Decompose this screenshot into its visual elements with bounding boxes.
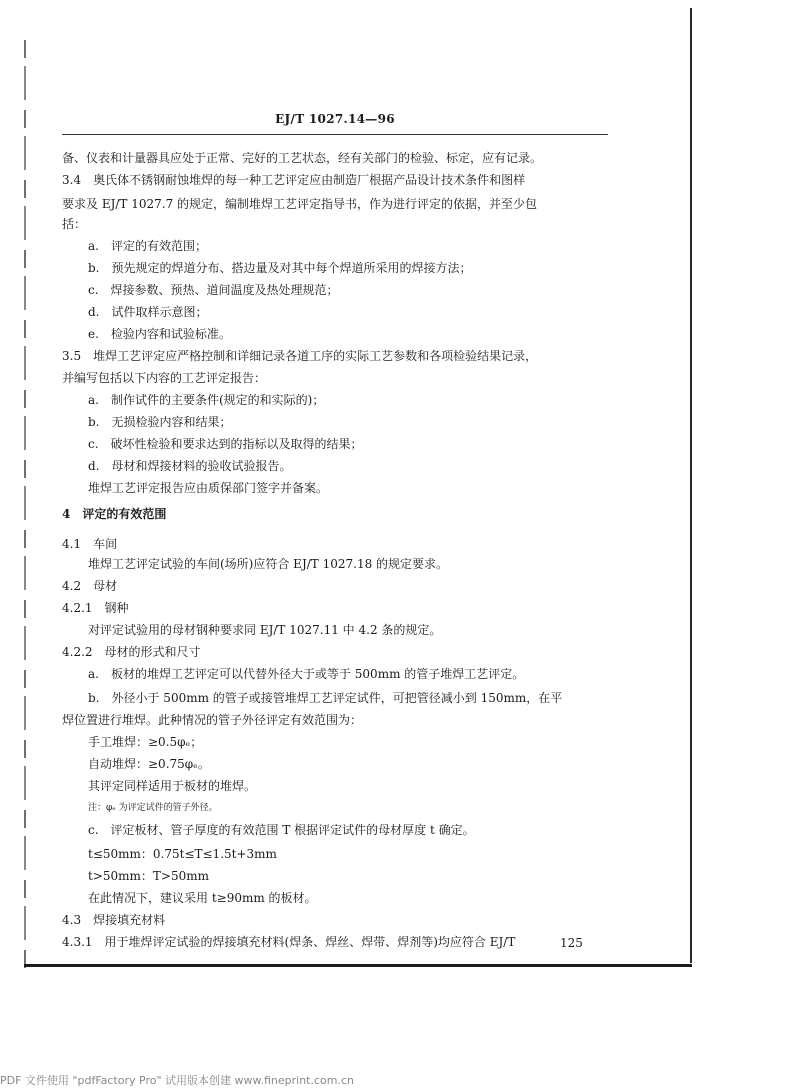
text-line: 堆焊工艺评定试验的车间(场所)应符合 EJ/T 1027.18 的规定要求。 <box>88 557 449 571</box>
text-line: 4.2.1 钢种 <box>62 601 129 615</box>
page-bottom-rule <box>24 964 692 967</box>
text-line: c. 评定板材、管子厚度的有效范围 T 根据评定试件的母材厚度 t 确定。 <box>88 823 475 837</box>
scan-edge-right <box>690 8 692 963</box>
text-line: t≤50mm：0.75t≤T≤1.5t+3mm <box>88 847 277 861</box>
scan-edge-left <box>24 40 26 970</box>
text-line: 4.3.1 用于堆焊评定试验的焊接填充材料(焊条、焊丝、焊带、焊剂等)均应符合 EJ/T <box>62 935 516 949</box>
pdf-footer-note: PDF 文件使用 "pdfFactory Pro" 试用版本创建 www.fineprint.com.cn <box>0 1074 354 1087</box>
text-line: 4 评定的有效范围 <box>62 507 167 521</box>
text-line: 4.2.2 母材的形式和尺寸 <box>62 645 201 659</box>
text-line: 对评定试验用的母材钢种要求同 EJ/T 1027.11 中 4.2 条的规定。 <box>88 623 442 637</box>
text-line: e. 检验内容和试验标准。 <box>88 327 231 341</box>
text-line: 堆焊工艺评定报告应由质保部门签字并备案。 <box>88 481 329 495</box>
text-line: 括： <box>62 217 87 231</box>
text-line: 备、仪表和计量器具应处于正常、完好的工艺状态，经有关部门的检验、标定，应有记录。 <box>62 151 543 165</box>
text-line: 并编写包括以下内容的工艺评定报告： <box>62 371 267 385</box>
text-line: 4.3 焊接填充材料 <box>62 913 166 927</box>
text-line: b. 预先规定的焊道分布、搭边量及对其中每个焊道所采用的焊接方法； <box>88 261 472 275</box>
text-line: 3.4 奥氏体不锈钢耐蚀堆焊的每一种工艺评定应由制造厂根据产品设计技术条件和图样 <box>62 173 526 187</box>
text-line: a. 评定的有效范围； <box>88 239 207 253</box>
text-line: 在此情况下，建议采用 t≥90mm 的板材。 <box>88 891 317 905</box>
text-line: 要求及 EJ/T 1027.7 的规定，编制堆焊工艺评定指导书，作为进行评定的依据，并至少包 <box>62 197 538 211</box>
text-line: 手工堆焊：≥0.5φₑ； <box>88 735 203 749</box>
page-number: 125 <box>560 936 583 950</box>
header-rule <box>62 134 608 135</box>
text-line: b. 无损检验内容和结果； <box>88 415 232 429</box>
text-line: c. 破坏性检验和要求达到的指标以及取得的结果； <box>88 437 363 451</box>
text-line: d. 母材和焊接材料的验收试验报告。 <box>88 459 292 473</box>
standard-header: EJ/T 1027.14—96 <box>275 112 395 126</box>
text-line: 4.2 母材 <box>62 579 118 593</box>
text-line: c. 焊接参数、预热、道间温度及热处理规范； <box>88 283 339 297</box>
text-line: 注：φₑ 为评定试件的管子外径。 <box>88 803 218 813</box>
text-line: t>50mm：T>50mm <box>88 869 209 883</box>
text-line: 其评定同样适用于板材的堆焊。 <box>88 779 257 793</box>
text-line: 4.1 车间 <box>62 537 118 551</box>
text-line: 自动堆焊：≥0.75φₑ。 <box>88 757 210 771</box>
text-line: 3.5 堆焊工艺评定应严格控制和详细记录各道工序的实际工艺参数和各项检验结果记录， <box>62 349 538 363</box>
text-line: a. 板材的堆焊工艺评定可以代替外径大于或等于 500mm 的管子堆焊工艺评定。 <box>88 667 525 681</box>
text-line: b. 外径小于 500mm 的管子或接管堆焊工艺评定试件，可把管径减小到 150mm，在平 <box>88 691 563 705</box>
text-line: d. 试件取样示意图； <box>88 305 208 319</box>
text-line: 焊位置进行堆焊。此种情况的管子外径评定有效范围为： <box>62 713 363 727</box>
text-line: a. 制作试件的主要条件(规定的和实际的)； <box>88 393 325 407</box>
